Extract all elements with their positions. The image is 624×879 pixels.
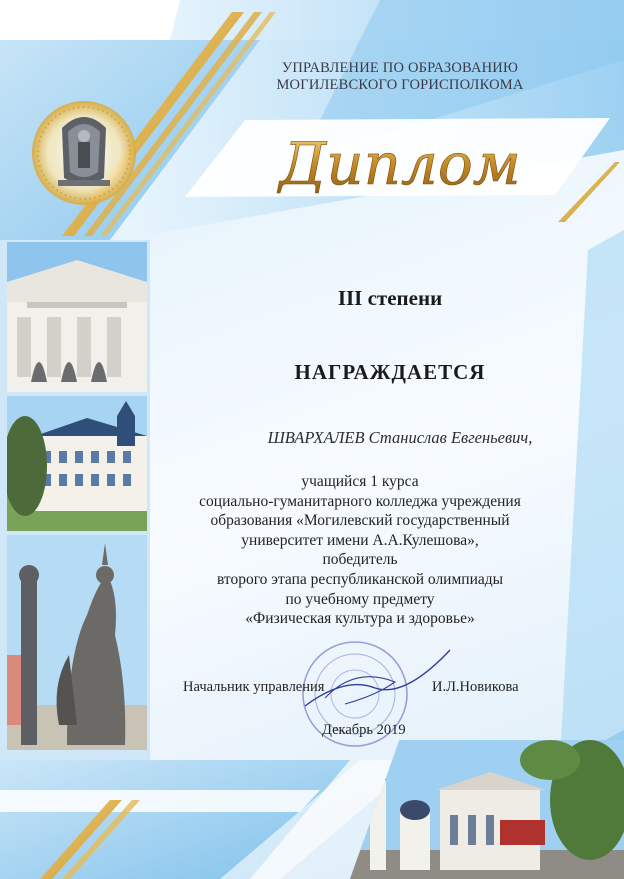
- issuer-line-1: УПРАВЛЕНИЕ ПО ОБРАЗОВАНИЮ: [281, 60, 519, 76]
- issuer-heading: [240, 60, 560, 94]
- degree-label: III степени: [337, 286, 443, 310]
- award-details: [160, 472, 560, 629]
- photo-stargazer-monument: [7, 535, 147, 750]
- detail-line: образования «Могилевский государственный: [210, 512, 510, 530]
- signature-scribble: [305, 650, 450, 706]
- detail-line: по учебному предмету: [285, 590, 435, 608]
- detail-line: учащийся 1 курса: [301, 473, 419, 490]
- detail-line: «Физическая культура и здоровье»: [245, 610, 475, 628]
- issue-date: Декабрь 2019: [322, 722, 406, 738]
- detail-line: университет имени А.А.Кулешова»,: [241, 531, 479, 549]
- city-emblem-icon: [24, 98, 144, 208]
- recipient-name: ШВАРХАЛЕВ Станислав Евгеньевич,: [267, 428, 533, 447]
- detail-line: второго этапа республиканской олимпиады: [216, 570, 504, 588]
- detail-line: социально-гуманитарного колледжа учреждения: [199, 492, 521, 510]
- signatory-name: И.Л.Новикова: [432, 679, 519, 695]
- diploma-title-text: Диплом: [279, 130, 521, 198]
- signatory-title: Начальник управления: [183, 679, 325, 695]
- photo-city-hall: [7, 242, 147, 392]
- diploma-title: [230, 124, 570, 204]
- awarded-heading: НАГРАЖДАЕТСЯ: [294, 360, 486, 384]
- photo-university-building: [7, 396, 147, 531]
- detail-line: победитель: [322, 551, 398, 569]
- issuer-line-2: МОГИЛЕВСКОГО ГОРИСПОЛКОМА: [276, 77, 524, 93]
